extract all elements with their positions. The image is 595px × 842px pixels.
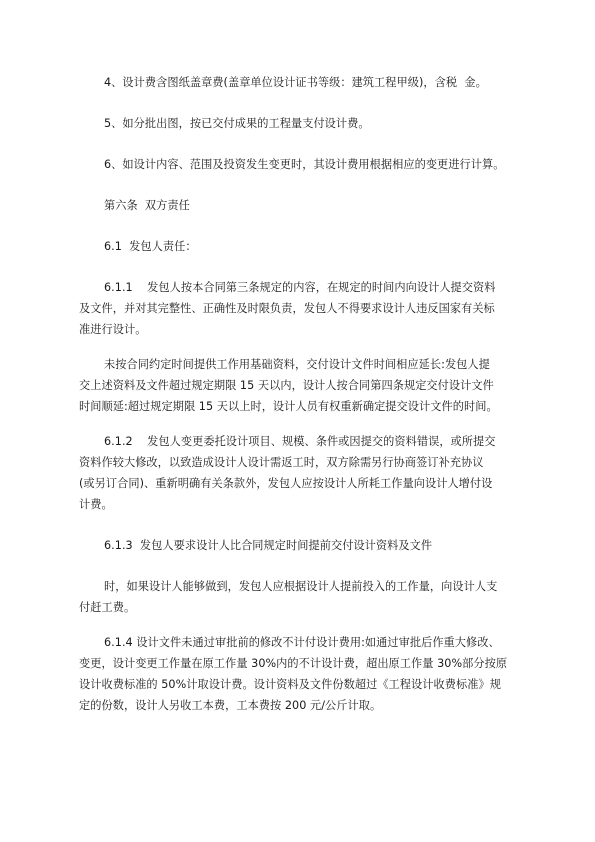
clause-6-1-1-line-1: 6.1.1 发包人按本合同第三条规定的内容，在规定的时间内向设计人提交资料 xyxy=(104,281,496,294)
clause-6-1-4-line-1: 6.1.4 设计文件未通过审批前的修改不计付设计费用:如通过审批后作重大修改、 xyxy=(104,636,500,649)
clause-6-1-4-line-2: 变更，设计变更工作量在原工作量 30%内的不计设计费，超出原工作量 30%部分按原 xyxy=(79,657,508,670)
clause-6-1-1-line-3: 准进行设计。 xyxy=(79,323,147,336)
paragraph-delay-line-1: 未按合同约定时间提供工作用基础资料，交付设计文件时间相应延长:发包人提 xyxy=(104,358,490,371)
clause-6-1-3-line-2: 付赶工费。 xyxy=(79,601,136,614)
paragraph-delay-line-3: 时间顺延:超过规定期限 15 天以上时，设计人员有权重新确定提交设计文件的时间。 xyxy=(79,400,498,413)
clause-6-1-2-line-1: 6.1.2 发包人变更委托设计项目、规模、条件或因提交的资料错误，或所提交 xyxy=(104,435,496,448)
clause-6-1-4-line-4: 定的份数，设计人另收工本费，工本费按 200 元/公斤计取。 xyxy=(79,699,382,712)
clause-6-1-3-line-1: 时，如果设计人能够做到，发包人应根据设计人提前投入的工作量，向设计人支 xyxy=(104,580,498,593)
section-6-1-heading: 6.1 发包人责任： xyxy=(104,240,197,253)
clause-6-1-3-heading: 6.1.3 发包人要求设计人比合同规定时间提前交付设计资料及文件 xyxy=(104,539,433,552)
paragraph-delay-line-2: 交上述资料及文件超过规定期限 15 天以内，设计人按合同第四条规定交付设计文件 xyxy=(79,379,494,392)
clause-6-1-2-line-4: 计费。 xyxy=(79,498,113,511)
clause-6-line: 6、如设计内容、范围及投资发生变更时，其设计费用根据相应的变更进行计算。 xyxy=(104,158,505,171)
clause-6-1-1-line-2: 及文件，并对其完整性、正确性及时限负责，发包人不得要求设计人违反国家有关标 xyxy=(79,302,495,315)
clause-6-1-4-line-3: 设计收费标准的 50%计取设计费。设计资料及文件份数超过《工程设计收费标准》规 xyxy=(79,678,501,691)
clause-5-line: 5、如分批出图，按已交付成果的工程量支付设计费。 xyxy=(104,117,370,130)
clause-6-1-2-line-3: (或另订合同)、重新明确有关条款外，发包人应按设计人所耗工作量向设计人增付设 xyxy=(79,477,493,490)
clause-4-line: 4、设计费含图纸盖章费(盖章单位设计证书等级：建筑工程甲级)，含税 金。 xyxy=(104,76,487,89)
article-6-heading: 第六条 双方责任 xyxy=(104,199,190,212)
clause-6-1-2-line-2: 资料作较大修改，以致造成设计人设计需返工时，双方除需另行协商签订补充协议 xyxy=(79,456,484,469)
